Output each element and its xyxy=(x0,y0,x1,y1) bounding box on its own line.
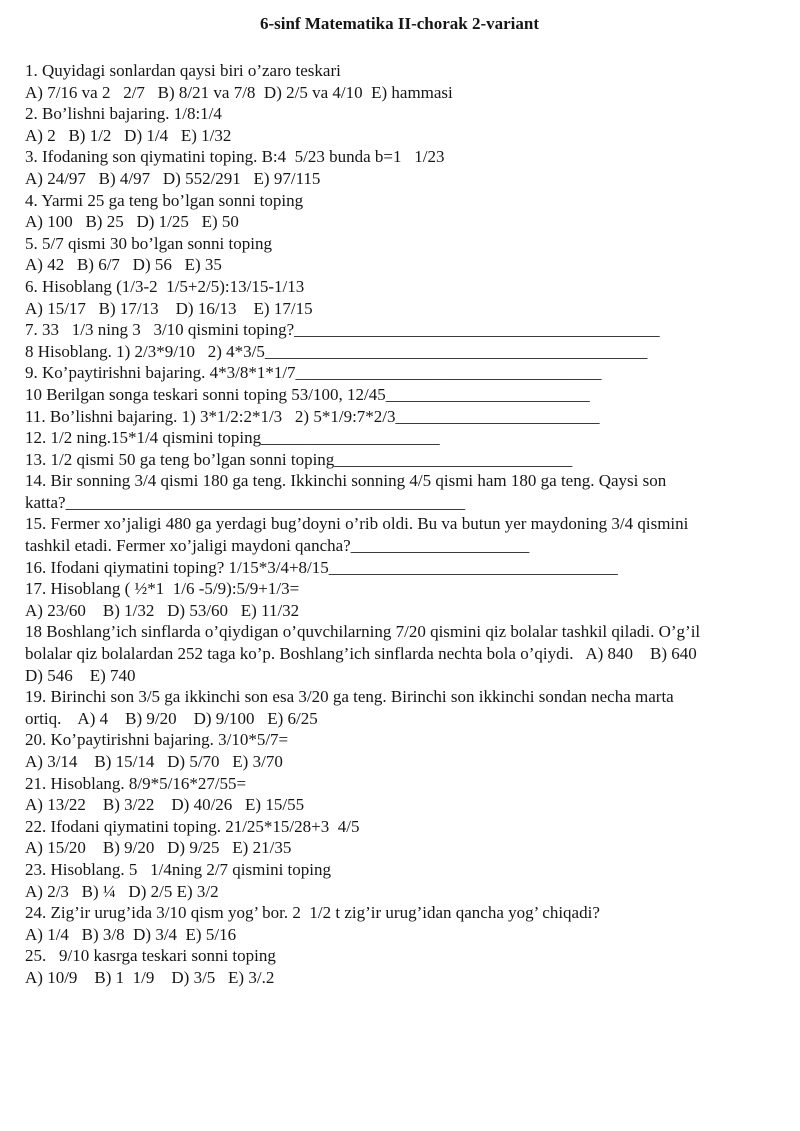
question-19-options: ortiq. A) 4 B) 9/20 D) 9/100 E) 6/25 xyxy=(25,708,318,728)
question-9-text-with-blank: 9. Ko’paytirishni bajaring. 4*3/8*1*1/7____________________________________ xyxy=(25,363,602,383)
question-14-blank: katta?_______________________________________________ xyxy=(25,492,466,512)
question-24-text: 24. Zig’ir urug’ida 3/10 qism yog’ bor. 2 1/2 t zig’ir urug’idan qancha yog’ chiqadi? xyxy=(25,903,600,923)
question-18-text-continued: bolalar qiz bolalardan 252 taga ko’p. Boshlang’ich sinflarda nechta bola o’qiydi. A) 840 B) 640 xyxy=(25,644,697,664)
question-25-text: 25. 9/10 kasrga teskari sonni toping xyxy=(25,946,276,966)
question-15-blank: tashkil etadi. Fermer xo’jaligi maydoni qancha?_____________________ xyxy=(25,536,530,556)
question-2-options: A) 2 B) 1/2 D) 1/4 E) 1/32 xyxy=(25,125,232,145)
question-24-options: A) 1/4 B) 3/8 D) 3/4 E) 5/16 xyxy=(25,924,237,944)
question-23-options: A) 2/3 B) ¼ D) 2/5 E) 3/2 xyxy=(25,881,219,901)
document-body xyxy=(25,60,774,989)
question-19-text: 19. Birinchi son 3/5 ga ikkinchi son esa 3/20 ga teng. Birinchi son ikkinchi sondan necha marta xyxy=(25,687,674,707)
question-4-options: A) 100 B) 25 D) 1/25 E) 50 xyxy=(25,212,239,232)
question-18-text: 18 Boshlang’ich sinflarda o’qiydigan o’quvchilarning 7/20 qismini qiz bolalar tashkil qiladi. O’g’il xyxy=(25,622,701,642)
question-21-text: 21. Hisoblang. 8/9*5/16*27/55= xyxy=(25,773,247,793)
question-4-text: 4. Yarmi 25 ga teng bo’lgan sonni toping xyxy=(25,190,304,210)
question-15-text: 15. Fermer xo’jaligi 480 ga yerdagi bug’doyni o’rib oldi. Bu va butun yer maydoning 3/4 qismini xyxy=(25,514,689,534)
question-8-text-with-blank: 8 Hisoblang. 1) 2/3*9/10 2) 4*3/5_____________________________________________ xyxy=(25,341,648,361)
question-21-options: A) 13/22 B) 3/22 D) 40/26 E) 15/55 xyxy=(25,795,305,815)
question-17-options: A) 23/60 B) 1/32 D) 53/60 E) 11/32 xyxy=(25,600,300,620)
question-23-text: 23. Hisoblang. 5 1/4ning 2/7 qismini toping xyxy=(25,859,332,879)
question-10-text-with-blank: 10 Berilgan songa teskari sonni toping 53/100, 12/45________________________ xyxy=(25,384,590,404)
question-1-text: 1. Quyidagi sonlardan qaysi biri o’zaro teskari xyxy=(25,61,341,80)
question-5-text: 5. 5/7 qismi 30 bo’lgan sonni toping xyxy=(25,233,272,253)
page-title: 6-sinf Matematika II-chorak 2-variant xyxy=(259,14,540,33)
question-25-options: A) 10/9 B) 1 1/9 D) 3/5 E) 3/.2 xyxy=(25,967,275,987)
question-22-text: 22. Ifodani qiymatini toping. 21/25*15/28+3 4/5 xyxy=(25,816,360,836)
question-20-options: A) 3/14 B) 15/14 D) 5/70 E) 3/70 xyxy=(25,752,283,771)
question-12-text-with-blank: 12. 1/2 ning.15*1/4 qismini toping_____________________ xyxy=(25,428,440,448)
question-18-options: D) 546 E) 740 xyxy=(25,665,136,685)
question-6-options: A) 15/17 B) 17/13 D) 16/13 E) 17/15 xyxy=(25,298,313,318)
question-2-text: 2. Bo’lishni bajaring. 1/8:1/4 xyxy=(25,104,222,124)
question-17-text: 17. Hisoblang ( ½*1 1/6 -5/9):5/9+1/3= xyxy=(25,579,300,599)
question-5-options: A) 42 B) 6/7 D) 56 E) 35 xyxy=(25,255,222,275)
question-6-text: 6. Hisoblang (1/3-2 1/5+2/5):13/15-1/13 xyxy=(25,276,305,296)
question-20-text: 20. Ko’paytirishni bajaring. 3/10*5/7= xyxy=(25,730,289,750)
question-7-text-with-blank: 7. 33 1/3 ning 3 3/10 qismini toping?___________________________________________ xyxy=(25,320,660,340)
question-3-options: A) 24/97 B) 4/97 D) 552/291 E) 97/115 xyxy=(25,168,321,188)
question-1-options: A) 7/16 va 2 2/7 B) 8/21 va 7/8 D) 2/5 va 4/10 E) hammasi xyxy=(25,82,453,102)
question-11-text-with-blank: 11. Bo’lishni bajaring. 1) 3*1/2:2*1/3 2) 5*1/9:7*2/3________________________ xyxy=(25,406,600,426)
question-14-text: 14. Bir sonning 3/4 qismi 180 ga teng. Ikkinchi sonning 4/5 qismi ham 180 ga teng. Qaysi son xyxy=(25,471,667,491)
question-3-text: 3. Ifodaning son qiymatini toping. B:4 5/23 bunda b=1 1/23 xyxy=(25,147,445,167)
question-16-text-with-blank: 16. Ifodani qiymatini toping? 1/15*3/4+8/15__________________________________ xyxy=(25,557,618,577)
question-22-options: A) 15/20 B) 9/20 D) 9/25 E) 21/35 xyxy=(25,838,292,858)
question-13-text-with-blank: 13. 1/2 qismi 50 ga teng bo’lgan sonni toping____________________________ xyxy=(25,449,573,469)
